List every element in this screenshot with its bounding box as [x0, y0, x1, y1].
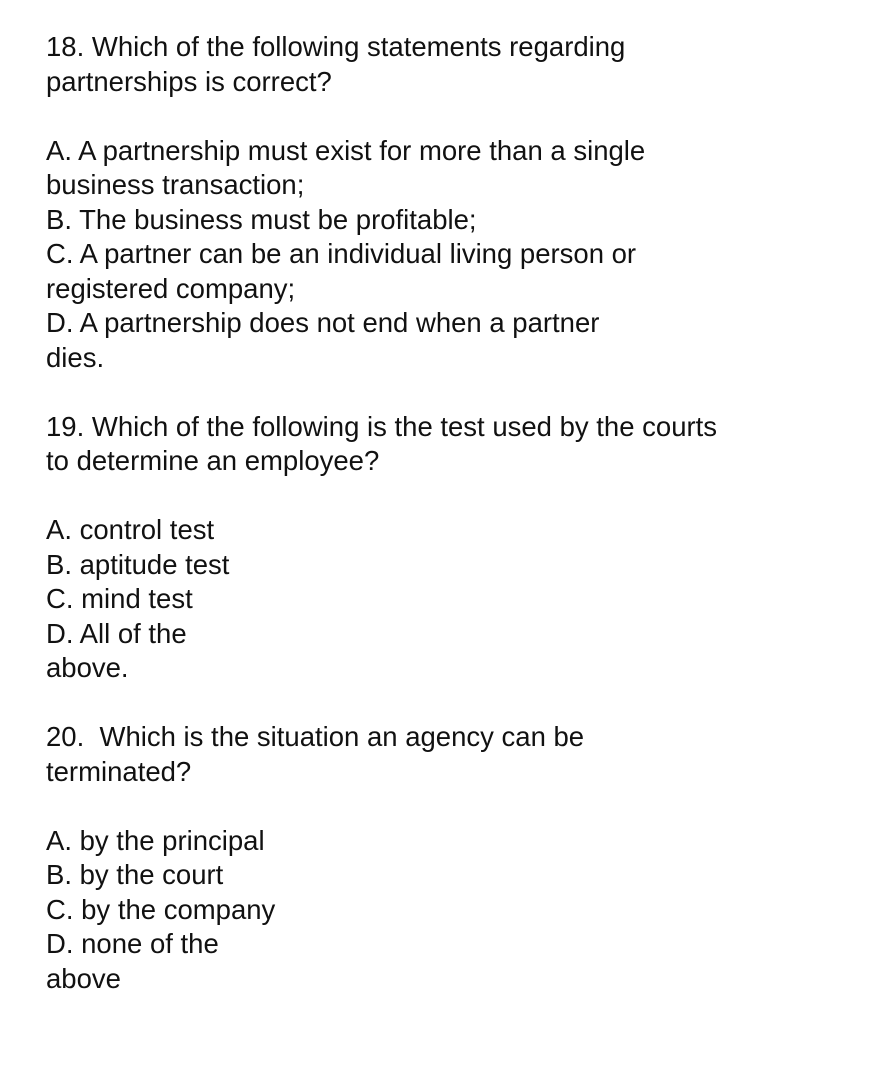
option-line: D. none of the [46, 928, 219, 959]
question-stem-line: partnerships is correct? [46, 65, 332, 97]
option-line: A. control test [46, 514, 215, 545]
option-line: B. aptitude test [46, 548, 230, 580]
option-b [46, 548, 846, 583]
option-b [46, 858, 846, 893]
option-a [46, 513, 846, 548]
option-b [46, 203, 846, 238]
blank-line [46, 99, 846, 134]
question-18-stem [46, 30, 846, 99]
option-line: B. The business must be profitable; [46, 203, 477, 235]
option-line: business transaction; [46, 169, 305, 200]
option-line: A. by the principal [46, 824, 265, 856]
option-c [46, 893, 846, 928]
option-a [46, 824, 846, 859]
option-line: D. All of the [46, 617, 187, 649]
question-stem-line: 19. Which of the following is the test used by the courts [46, 410, 718, 442]
option-line: above. [46, 652, 129, 683]
quiz-document [46, 30, 846, 996]
blank-line [46, 375, 846, 410]
option-line: A. A partnership must exist for more than a single [46, 134, 646, 166]
question-20-options [46, 824, 846, 997]
question-20-stem [46, 720, 846, 789]
option-line: D. A partnership does not end when a partner [46, 307, 600, 338]
option-c [46, 582, 846, 617]
question-stem-line: to determine an employee? [46, 445, 380, 476]
question-18-options [46, 134, 846, 376]
blank-line [46, 479, 846, 514]
question-19-stem [46, 410, 846, 479]
option-line: B. by the court [46, 859, 224, 890]
option-line: above [46, 962, 121, 994]
question-20 [46, 720, 846, 996]
blank-line [46, 686, 846, 721]
option-line: C. mind test [46, 583, 193, 614]
question-stem-line: 20. Which is the situation an agency can be [46, 721, 585, 752]
option-c [46, 237, 846, 306]
option-d [46, 617, 846, 686]
question-18 [46, 30, 846, 375]
option-line: C. by the company [46, 893, 276, 925]
option-d [46, 927, 846, 996]
option-line: registered company; [46, 272, 296, 304]
option-d [46, 306, 846, 375]
question-stem-line: 18. Which of the following statements regarding [46, 31, 626, 62]
option-a [46, 134, 846, 203]
blank-line [46, 789, 846, 824]
option-line: dies. [46, 341, 105, 373]
question-19-options [46, 513, 846, 686]
question-stem-line: terminated? [46, 755, 192, 787]
question-19 [46, 410, 846, 686]
option-line: C. A partner can be an individual living person or [46, 238, 637, 269]
